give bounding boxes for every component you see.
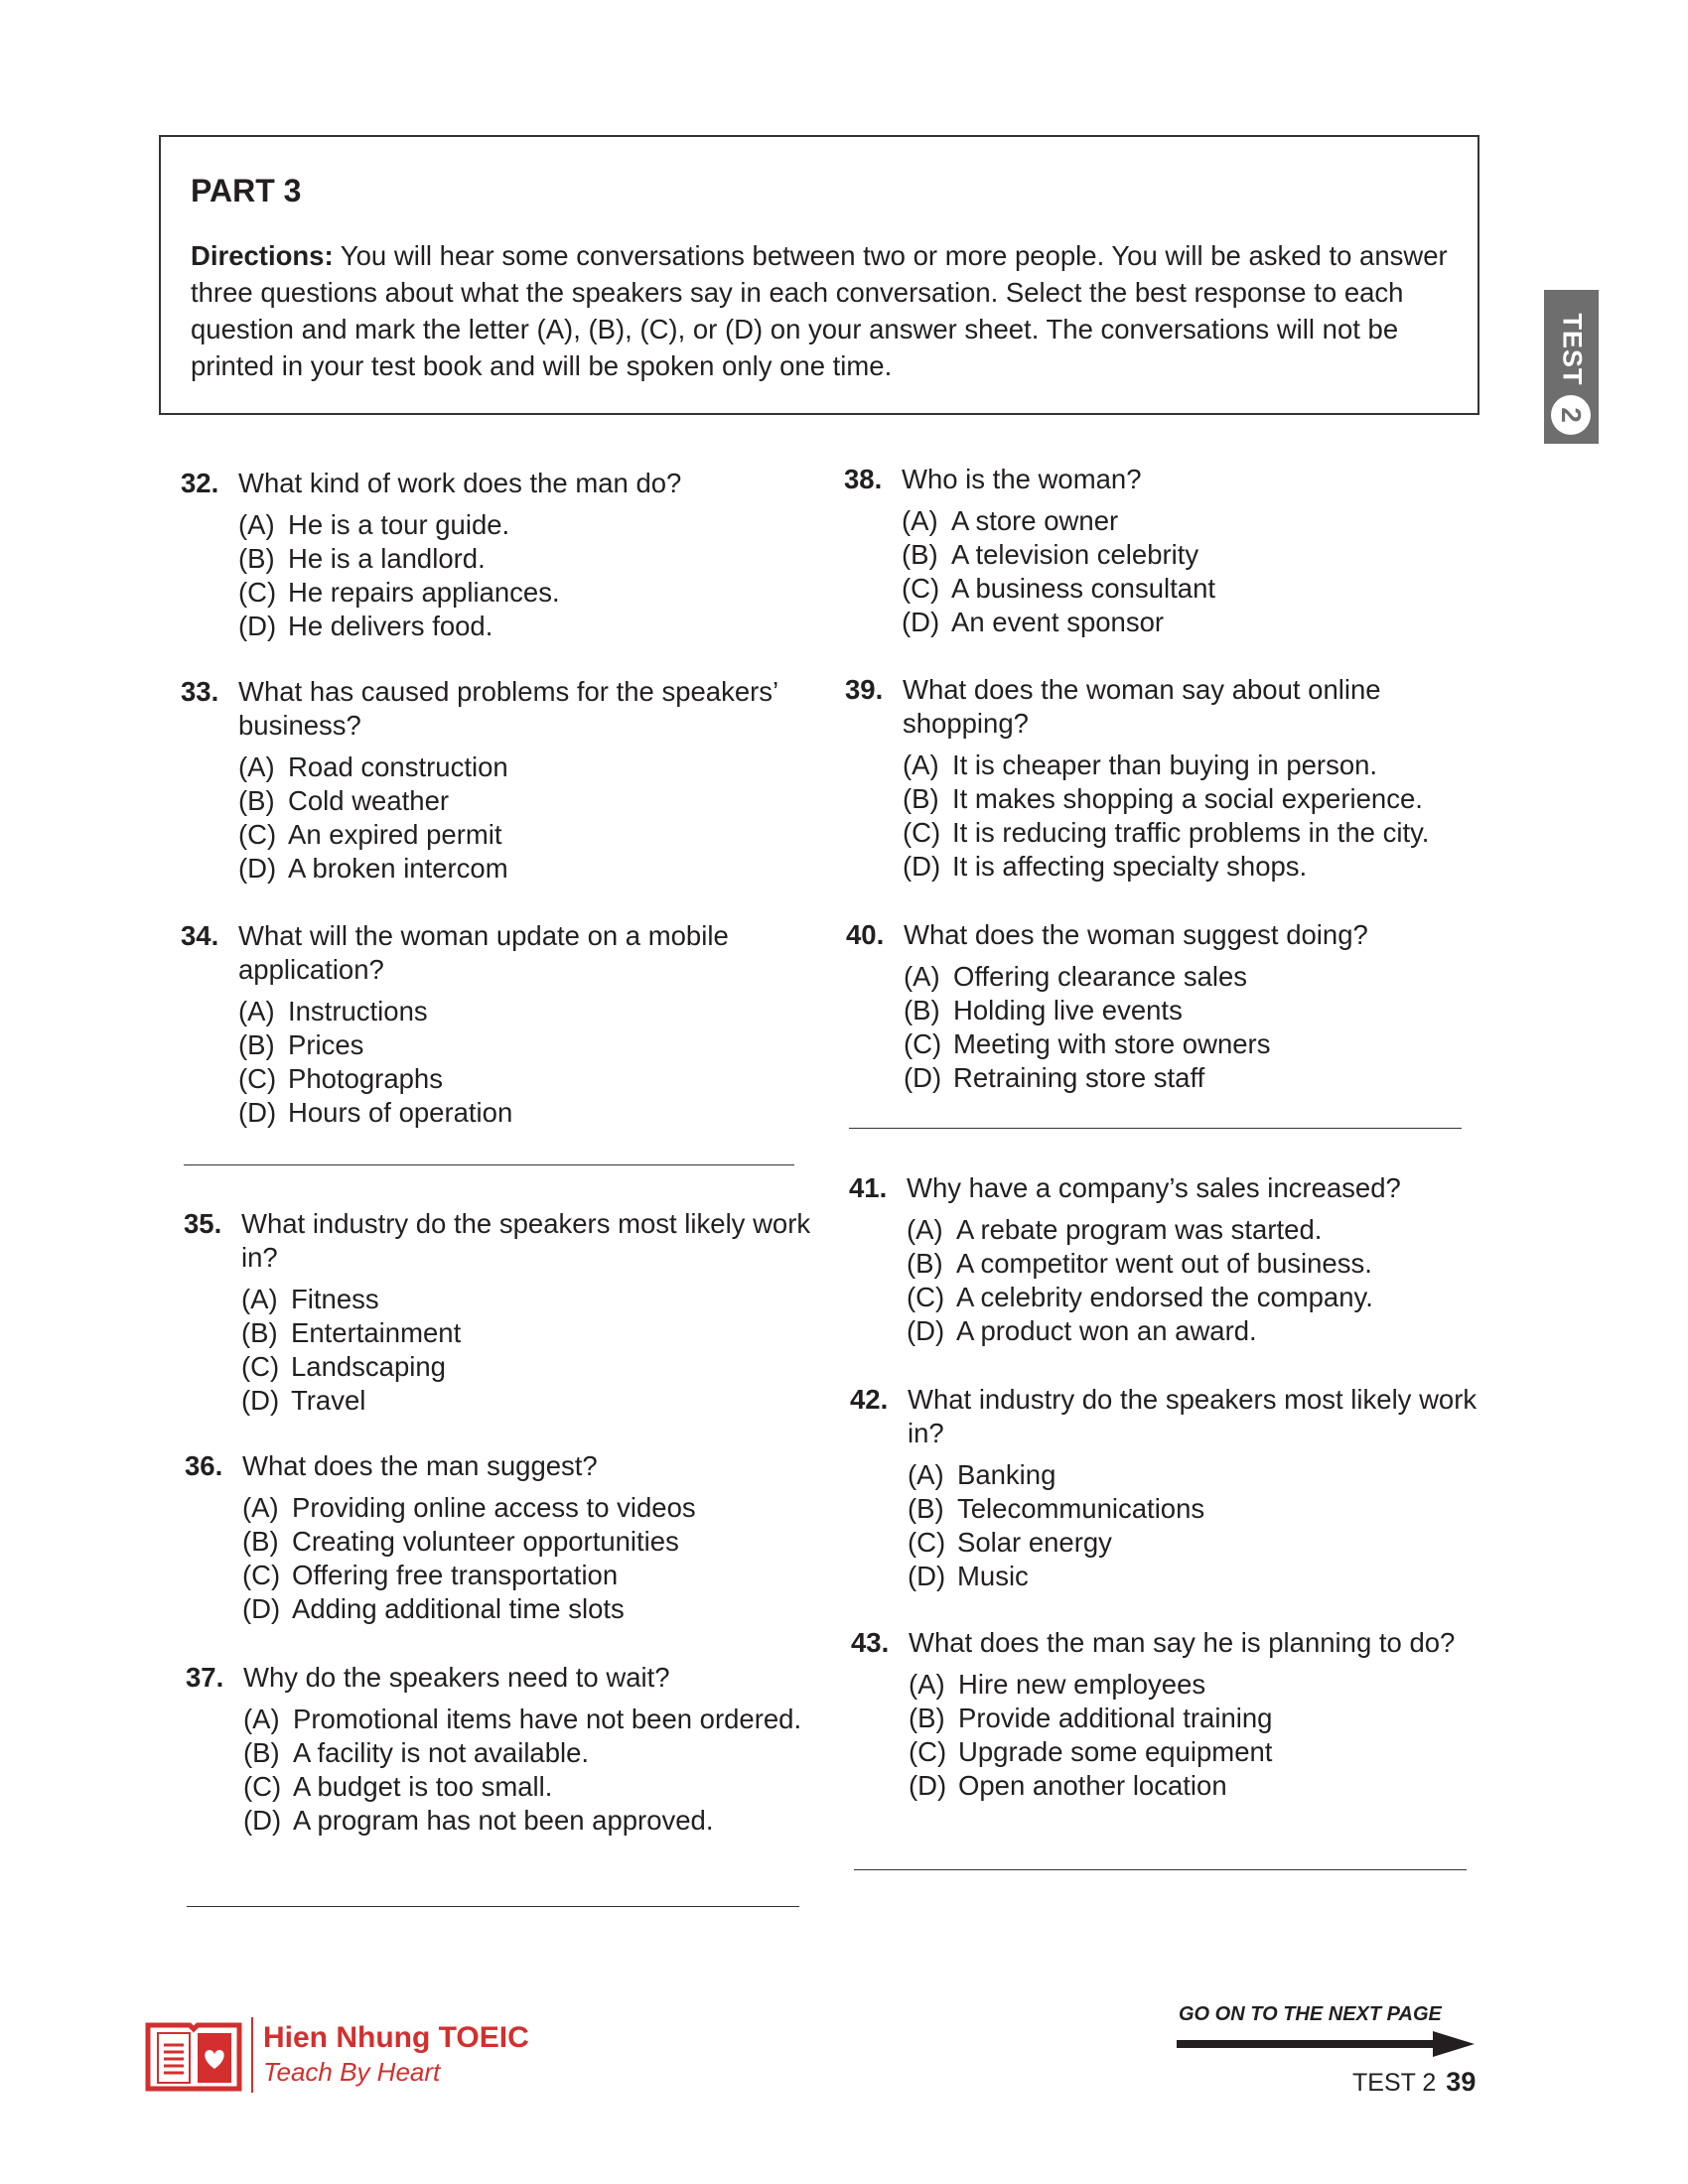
option-text: Holding live events xyxy=(953,995,1183,1025)
option-text: Travel xyxy=(291,1385,366,1416)
answer-options xyxy=(908,1458,1485,1593)
answer-option xyxy=(904,994,1481,1027)
question-text: What kind of work does the man do? xyxy=(238,468,682,498)
question-text: What industry do the speakers most likely work in? xyxy=(241,1208,811,1273)
answer-option xyxy=(243,1703,821,1736)
question-number: 34. xyxy=(181,920,219,951)
question-41 xyxy=(849,1171,1484,1348)
answer-option xyxy=(902,606,1479,639)
option-text: Upgrade some equipment xyxy=(958,1736,1273,1767)
answer-option xyxy=(908,1458,1485,1492)
option-letter: (C) xyxy=(909,1736,947,1767)
answer-option xyxy=(902,538,1479,572)
option-text: A program has not been approved. xyxy=(293,1805,714,1836)
option-text: Retraining store staff xyxy=(953,1062,1205,1093)
question-number: 41. xyxy=(849,1172,888,1203)
option-text: Entertainment xyxy=(291,1317,462,1348)
question-text: What industry do the speakers most likely work in? xyxy=(908,1384,1477,1448)
option-text: Hours of operation xyxy=(288,1097,513,1128)
option-letter: (C) xyxy=(243,1771,282,1802)
answer-option xyxy=(243,1804,821,1838)
section-divider xyxy=(187,1906,799,1907)
option-letter: (C) xyxy=(908,1527,946,1558)
option-text: Solar energy xyxy=(957,1527,1112,1558)
question-number: 40. xyxy=(846,919,885,950)
answer-option xyxy=(908,1526,1485,1560)
option-text: Prices xyxy=(288,1029,364,1060)
answer-option xyxy=(238,1062,816,1096)
question-number: 36. xyxy=(185,1450,223,1481)
option-letter: (A) xyxy=(238,751,275,782)
option-letter: (D) xyxy=(902,607,940,637)
answer-option xyxy=(903,816,1480,850)
question-number: 35. xyxy=(184,1208,222,1239)
answer-option xyxy=(907,1213,1484,1247)
question-text: What does the man suggest? xyxy=(242,1450,598,1481)
option-letter: (C) xyxy=(902,573,940,604)
option-letter: (D) xyxy=(909,1770,947,1801)
answer-option xyxy=(907,1314,1484,1348)
question-35 xyxy=(184,1207,819,1418)
option-text: A competitor went out of business. xyxy=(956,1248,1372,1279)
brand-logo xyxy=(144,2015,541,2095)
answer-option xyxy=(909,1735,1486,1769)
option-text: A store owner xyxy=(951,505,1119,536)
next-page-indicator xyxy=(1177,2003,1475,2063)
directions-lead: Directions: xyxy=(191,240,334,271)
question-43 xyxy=(851,1626,1486,1803)
option-letter: (C) xyxy=(238,577,277,608)
option-letter: (B) xyxy=(238,543,275,574)
question-39 xyxy=(845,673,1480,884)
answer-option xyxy=(241,1384,819,1418)
option-text: Offering clearance sales xyxy=(953,961,1248,992)
option-letter: (A) xyxy=(241,1284,278,1314)
answer-option xyxy=(242,1592,820,1626)
option-text: He is a tour guide. xyxy=(288,509,510,540)
option-text: It makes shopping a social experience. xyxy=(952,783,1423,814)
answer-options xyxy=(909,1668,1486,1803)
test-tab-number: 2 xyxy=(1551,395,1591,435)
option-letter: (A) xyxy=(238,996,275,1026)
question-text: Why have a company’s sales increased? xyxy=(907,1172,1401,1203)
option-text: A television celebrity xyxy=(951,539,1199,570)
question-38 xyxy=(844,463,1479,639)
option-text: Creating volunteer opportunities xyxy=(292,1526,679,1557)
option-letter: (A) xyxy=(908,1459,944,1490)
answer-options xyxy=(904,960,1481,1095)
option-letter: (C) xyxy=(904,1028,942,1059)
answer-option xyxy=(238,610,816,643)
test-label: TEST 2 xyxy=(1352,2069,1437,2097)
question-text: What will the woman update on a mobile application? xyxy=(238,920,729,985)
answer-option xyxy=(904,960,1481,994)
option-letter: (A) xyxy=(903,750,939,780)
question-number: 32. xyxy=(181,468,219,498)
answer-option xyxy=(238,542,816,576)
question-text: What does the woman say about online shopping? xyxy=(903,674,1381,739)
answer-options xyxy=(903,749,1480,884)
question-number: 37. xyxy=(186,1662,224,1693)
option-letter: (B) xyxy=(242,1526,279,1557)
section-divider xyxy=(184,1164,794,1165)
answer-option xyxy=(238,751,816,784)
option-text: He repairs appliances. xyxy=(288,577,560,608)
answer-option xyxy=(242,1491,820,1525)
option-text: Banking xyxy=(957,1459,1056,1490)
answer-option xyxy=(238,784,816,818)
answer-option xyxy=(908,1492,1485,1526)
option-letter: (B) xyxy=(243,1737,280,1768)
option-letter: (B) xyxy=(238,1029,275,1060)
option-letter: (C) xyxy=(907,1282,945,1312)
answer-option xyxy=(243,1736,821,1770)
answer-option xyxy=(902,504,1479,538)
option-letter: (C) xyxy=(242,1560,281,1590)
option-letter: (D) xyxy=(908,1561,946,1591)
answer-option xyxy=(907,1247,1484,1281)
question-37 xyxy=(186,1661,821,1838)
option-letter: (D) xyxy=(238,1097,277,1128)
question-number: 39. xyxy=(845,674,884,705)
question-text: What does the man say he is planning to do? xyxy=(909,1627,1456,1658)
option-letter: (B) xyxy=(904,995,940,1025)
answer-option xyxy=(903,782,1480,816)
answer-option xyxy=(908,1560,1485,1593)
directions-box xyxy=(159,135,1479,415)
question-33 xyxy=(181,675,816,886)
brand-name: Hien Nhung TOEIC xyxy=(263,2021,529,2054)
option-letter: (A) xyxy=(909,1669,945,1700)
option-letter: (D) xyxy=(238,611,277,641)
option-letter: (D) xyxy=(907,1315,945,1346)
option-letter: (B) xyxy=(903,783,939,814)
option-text: Provide additional training xyxy=(958,1703,1273,1733)
answer-option xyxy=(903,850,1480,884)
next-page-text: GO ON TO THE NEXT PAGE xyxy=(1179,2003,1442,2025)
answer-options xyxy=(907,1213,1484,1348)
answer-options xyxy=(242,1491,820,1626)
option-letter: (B) xyxy=(902,539,938,570)
option-letter: (B) xyxy=(907,1248,943,1279)
option-letter: (A) xyxy=(902,505,938,536)
book-heart-icon xyxy=(144,2019,243,2093)
answer-option xyxy=(238,995,816,1028)
option-text: A broken intercom xyxy=(288,853,508,884)
question-36 xyxy=(185,1449,820,1626)
question-text: What does the woman suggest doing? xyxy=(904,919,1368,950)
option-letter: (A) xyxy=(238,509,275,540)
option-text: Photographs xyxy=(288,1063,443,1094)
answer-option xyxy=(904,1027,1481,1061)
option-text: Promotional items have not been ordered. xyxy=(293,1704,802,1734)
answer-option xyxy=(243,1770,821,1804)
answer-option xyxy=(242,1525,820,1559)
option-letter: (B) xyxy=(908,1493,944,1524)
answer-option xyxy=(238,1028,816,1062)
test-side-tab xyxy=(1544,290,1599,444)
option-letter: (A) xyxy=(907,1214,943,1245)
option-letter: (C) xyxy=(238,1063,277,1094)
answer-option xyxy=(909,1769,1486,1803)
question-number: 42. xyxy=(850,1384,889,1415)
answer-options xyxy=(243,1703,821,1838)
option-text: A rebate program was started. xyxy=(956,1214,1323,1245)
option-text: An event sponsor xyxy=(951,607,1165,637)
answer-option xyxy=(907,1281,1484,1314)
option-letter: (A) xyxy=(243,1704,280,1734)
option-text: A budget is too small. xyxy=(293,1771,553,1802)
question-number: 38. xyxy=(844,464,883,494)
answer-option xyxy=(241,1350,819,1384)
option-text: Music xyxy=(957,1561,1029,1591)
option-text: Offering free transportation xyxy=(292,1560,619,1590)
test-tab-label: TEST xyxy=(1557,313,1587,386)
option-text: Landscaping xyxy=(291,1351,446,1382)
option-letter: (C) xyxy=(238,819,277,850)
option-letter: (B) xyxy=(241,1317,278,1348)
option-text: It is cheaper than buying in person. xyxy=(952,750,1378,780)
answer-option xyxy=(241,1316,819,1350)
directions-body: You will hear some conversations between two or more people. You will be asked to answer three questions about what the speakers say in each conversation. Select the best response to each question and mark the letter (A), (B), (C), or (D) on your answer sheet. The conversations will not be printed in your test book and will be spoken only one time. xyxy=(191,240,1448,381)
option-letter: (B) xyxy=(909,1703,945,1733)
answer-option xyxy=(903,749,1480,782)
answer-option xyxy=(238,852,816,886)
option-text: A celebrity endorsed the company. xyxy=(956,1282,1373,1312)
option-letter: (C) xyxy=(903,817,941,848)
arrow-right-icon xyxy=(1177,2029,1475,2059)
answer-option xyxy=(238,576,816,610)
option-letter: (B) xyxy=(238,785,275,816)
question-text: Why do the speakers need to wait? xyxy=(243,1662,670,1693)
part-title: PART 3 xyxy=(191,173,302,208)
option-letter: (A) xyxy=(242,1492,279,1523)
question-32 xyxy=(181,467,816,643)
option-text: A facility is not available. xyxy=(293,1737,590,1768)
option-letter: (D) xyxy=(903,851,941,882)
option-text: He delivers food. xyxy=(288,611,493,641)
question-42 xyxy=(850,1383,1485,1593)
answer-option xyxy=(909,1702,1486,1735)
answer-option xyxy=(238,818,816,852)
option-text: Fitness xyxy=(291,1284,379,1314)
option-text: Meeting with store owners xyxy=(953,1028,1271,1059)
option-letter: (D) xyxy=(243,1805,282,1836)
answer-options xyxy=(238,995,816,1130)
directions-text xyxy=(191,237,1448,384)
logo-separator xyxy=(251,2017,253,2093)
answer-option xyxy=(902,572,1479,606)
option-text: An expired permit xyxy=(288,819,502,850)
option-text: Telecommunications xyxy=(957,1493,1205,1524)
answer-options xyxy=(238,508,816,643)
question-40 xyxy=(846,918,1481,1095)
option-letter: (D) xyxy=(238,853,277,884)
option-text: Hire new employees xyxy=(958,1669,1206,1700)
option-letter: (D) xyxy=(242,1593,281,1624)
option-text: Adding additional time slots xyxy=(292,1593,625,1624)
question-34 xyxy=(181,919,816,1130)
question-text: What has caused problems for the speakers’ business? xyxy=(238,676,778,741)
option-letter: (D) xyxy=(241,1385,280,1416)
brand-tagline: Teach By Heart xyxy=(263,2057,441,2087)
option-text: Providing online access to videos xyxy=(292,1492,696,1523)
question-number: 33. xyxy=(181,676,219,707)
answer-options xyxy=(902,504,1479,639)
option-text: It is reducing traffic problems in the city. xyxy=(952,817,1430,848)
option-text: Cold weather xyxy=(288,785,450,816)
option-letter: (A) xyxy=(904,961,940,992)
question-number: 43. xyxy=(851,1627,890,1658)
option-text: He is a landlord. xyxy=(288,543,486,574)
option-text: A business consultant xyxy=(951,573,1216,604)
answer-options xyxy=(238,751,816,886)
question-text: Who is the woman? xyxy=(902,464,1142,494)
answer-options xyxy=(241,1283,819,1418)
answer-option xyxy=(909,1668,1486,1702)
page-number: 39 xyxy=(1446,2067,1477,2097)
answer-option xyxy=(241,1283,819,1316)
answer-option xyxy=(904,1061,1481,1095)
option-text: Instructions xyxy=(288,996,428,1026)
section-divider xyxy=(849,1128,1462,1129)
section-divider xyxy=(854,1869,1467,1870)
option-letter: (D) xyxy=(904,1062,942,1093)
answer-option xyxy=(238,508,816,542)
option-text: It is affecting specialty shops. xyxy=(952,851,1308,882)
option-text: Open another location xyxy=(958,1770,1227,1801)
page-number-line xyxy=(1352,2067,1476,2098)
answer-option xyxy=(242,1559,820,1592)
option-letter: (C) xyxy=(241,1351,280,1382)
answer-option xyxy=(238,1096,816,1130)
option-text: Road construction xyxy=(288,751,508,782)
option-text: A product won an award. xyxy=(956,1315,1257,1346)
